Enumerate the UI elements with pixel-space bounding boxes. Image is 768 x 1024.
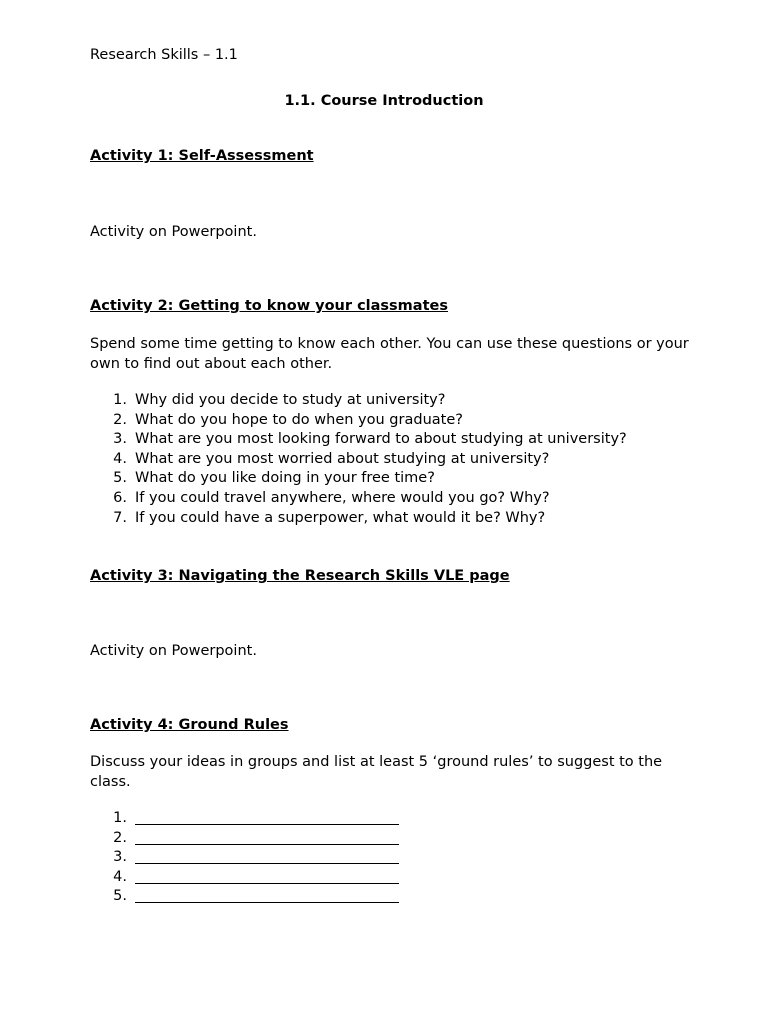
question-text: What do you like doing in your free time? xyxy=(135,470,435,487)
answer-blank-line[interactable] xyxy=(135,829,399,845)
list-number: 2. xyxy=(113,829,127,846)
answer-blank-line[interactable] xyxy=(135,809,399,825)
list-number: 2. xyxy=(113,411,127,428)
answer-blank-line[interactable] xyxy=(135,868,399,884)
activity-3-body: Activity on Powerpoint. xyxy=(90,643,257,659)
answer-blank-line[interactable] xyxy=(135,848,399,864)
list-number: 5. xyxy=(113,470,127,487)
list-number: 3. xyxy=(113,849,127,866)
question-text: What do you hope to do when you graduate? xyxy=(135,411,463,428)
activity-2-question-list xyxy=(90,391,627,528)
list-number: 6. xyxy=(113,489,127,506)
activity-4-intro: Discuss your ideas in groups and list at least 5 ‘ground rules’ to suggest to the class. xyxy=(90,754,663,790)
list-item xyxy=(90,411,627,431)
answer-blank-line[interactable] xyxy=(135,887,399,903)
activity-4-heading: Activity 4: Ground Rules xyxy=(90,717,289,733)
activity-1-body: Activity on Powerpoint. xyxy=(90,224,257,240)
page-title: 1.1. Course Introduction xyxy=(284,93,484,109)
ground-rule-item xyxy=(90,829,399,849)
activity-1-heading: Activity 1: Self-Assessment xyxy=(90,148,314,164)
activity-3-heading: Activity 3: Navigating the Research Skills VLE page xyxy=(90,568,510,584)
ground-rules-list xyxy=(90,809,399,907)
list-item xyxy=(90,509,627,529)
ground-rule-item xyxy=(90,809,399,829)
question-text: If you could have a superpower, what would it be? Why? xyxy=(135,509,546,526)
question-text: What are you most looking forward to about studying at university? xyxy=(135,431,627,448)
list-number: 4. xyxy=(113,868,127,885)
list-number: 7. xyxy=(113,509,127,526)
list-item xyxy=(90,450,627,470)
activity-2-intro: Spend some time getting to know each other. You can use these questions or your own to find out about each other. xyxy=(90,336,689,372)
ground-rule-item xyxy=(90,887,399,907)
list-item xyxy=(90,430,627,450)
question-text: What are you most worried about studying at university? xyxy=(135,450,550,467)
list-item xyxy=(90,489,627,509)
list-number: 3. xyxy=(113,431,127,448)
list-number: 1. xyxy=(113,810,127,826)
list-number: 5. xyxy=(113,888,127,905)
list-item xyxy=(90,469,627,489)
list-number: 4. xyxy=(113,450,127,467)
question-text: If you could travel anywhere, where would you go? Why? xyxy=(135,489,550,506)
ground-rule-item xyxy=(90,848,399,868)
list-item xyxy=(90,391,627,411)
activity-2-heading: Activity 2: Getting to know your classmates xyxy=(90,298,448,314)
question-text: Why did you decide to study at university? xyxy=(135,392,446,408)
ground-rule-item xyxy=(90,868,399,888)
document-header: Research Skills – 1.1 xyxy=(90,47,238,63)
list-number: 1. xyxy=(113,392,127,408)
